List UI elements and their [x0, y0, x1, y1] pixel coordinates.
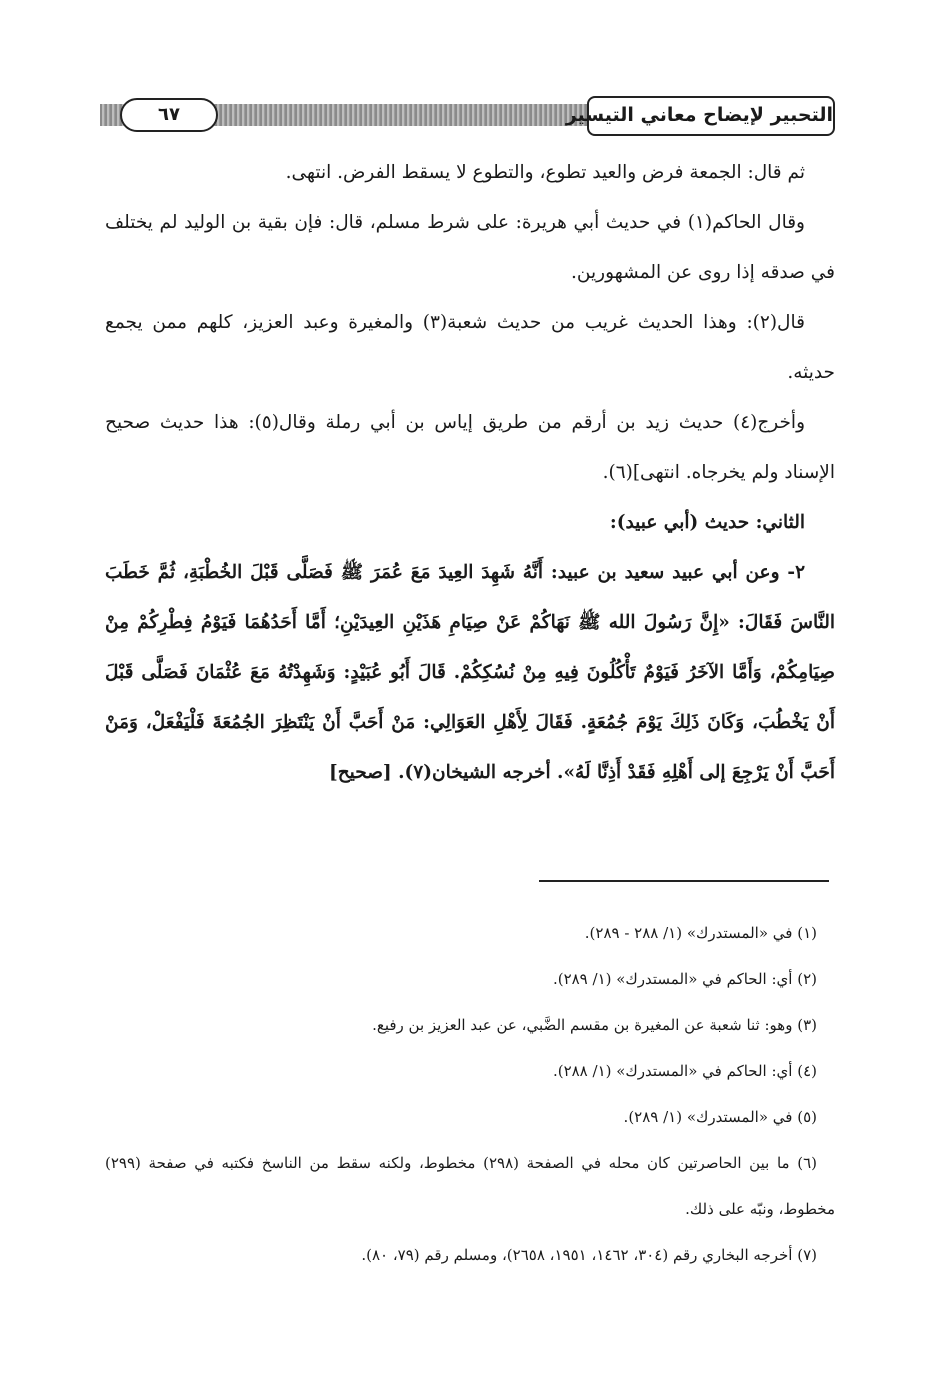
paragraph: وأخرج(٤) حديث زيد بن أرقم من طريق إياس بن أبي رملة وقال(٥): هذا حديث صحيح الإسناد ولم يخرجاه. انتهى](٦).	[105, 412, 835, 483]
page-number: ٦٧	[120, 98, 218, 132]
paragraph: وقال الحاكم(١) في حديث أبي هريرة: على شرط مسلم، قال: فإن بقية بن الوليد لم يختلف في صدقه إذا روى عن المشهورين.	[105, 212, 835, 283]
footnote: (٦) ما بين الحاصرتين كان محله في الصفحة (٢٩٨) مخطوط، ولكنه سقط من الناسخ فكتبه في صفحة (٢٩٩) مخطوط، ونبّه على ذلك.	[105, 1154, 835, 1218]
footnotes	[105, 910, 835, 1278]
footnote: (٤) أي: الحاكم في «المستدرك» (١/ ٢٨٨).	[552, 1062, 817, 1080]
running-header	[100, 96, 835, 134]
book-title: التحبير لإيضاح معاني التيسير	[587, 96, 835, 136]
section-heading: الثاني: حديث (أبي عبيد):	[609, 512, 805, 533]
main-text	[105, 148, 835, 798]
footnote: (٧) أخرجه البخاري رقم (٣٠٤، ١٤٦٢، ١٩٥١، ٢٦٥٨)، ومسلم رقم (٧٩، ٨٠).	[361, 1246, 817, 1264]
footnote: (٥) في «المستدرك» (١/ ٢٨٩).	[623, 1108, 817, 1126]
paragraph: ثم قال: الجمعة فرض والعيد تطوع، والتطوع لا يسقط الفرض. انتهى.	[285, 162, 805, 183]
hadith-paragraph: ٢- وعن أبي عبيد سعيد بن عبيد: أَنَّهُ شَهِدَ العِيدَ مَعَ عُمَرَ ﷺ فَصَلَّى قَبْلَ الخُطْبَةِ، ثُمَّ خَطَبَ النَّاسَ فَقَالَ: «إِنَّ رَسُولَ الله ﷺ نَهَاكُمْ عَنْ صِيَامِ هَذَيْنِ العِيدَيْنِ؛ أَمَّا أَحَدُهُمَا فَيَوْمُ فِطْرِكُمْ مِنْ صِيَامِكُمْ، وَأَمَّا الآخَرُ فَيَوْمٌ تَأْكُلُونَ فِيهِ مِنْ نُسُكِكُمْ. قَالَ أَبُو عُبَيْدٍ: وَشَهِدْتُهُ مَعَ عُثْمَانَ فَصَلَّى قَبْلَ أَنْ يَخْطُبَ، وَكَانَ ذَلِكَ يَوْمَ جُمُعَةٍ. فَقَالَ لِأَهْلِ العَوَالِي: مَنْ أَحَبَّ أَنْ يَنْتَظِرَ الجُمُعَةَ فَلْيَفْعَلْ، وَمَنْ أَحَبَّ أَنْ يَرْجِعَ إلى أَهْلِهِ فَقَدْ أَذِنَّا لَهُ». أخرجه الشيخان(٧). [صحيح]	[105, 562, 835, 783]
footnote: (١) في «المستدرك» (١/ ٢٨٨ - ٢٨٩).	[584, 924, 817, 942]
footnote-separator	[539, 880, 829, 882]
paragraph: قال(٢): وهذا الحديث غريب من حديث شعبة(٣) والمغيرة وعبد العزيز، كلهم ممن يجمع حديثه.	[105, 312, 835, 383]
footnote: (٣) وهو: ثنا شعبة عن المغيرة بن مقسم الضَّبي، عن عبد العزيز بن رفيع.	[372, 1016, 817, 1034]
footnote: (٢) أي: الحاكم في «المستدرك» (١/ ٢٨٩).	[552, 970, 817, 988]
